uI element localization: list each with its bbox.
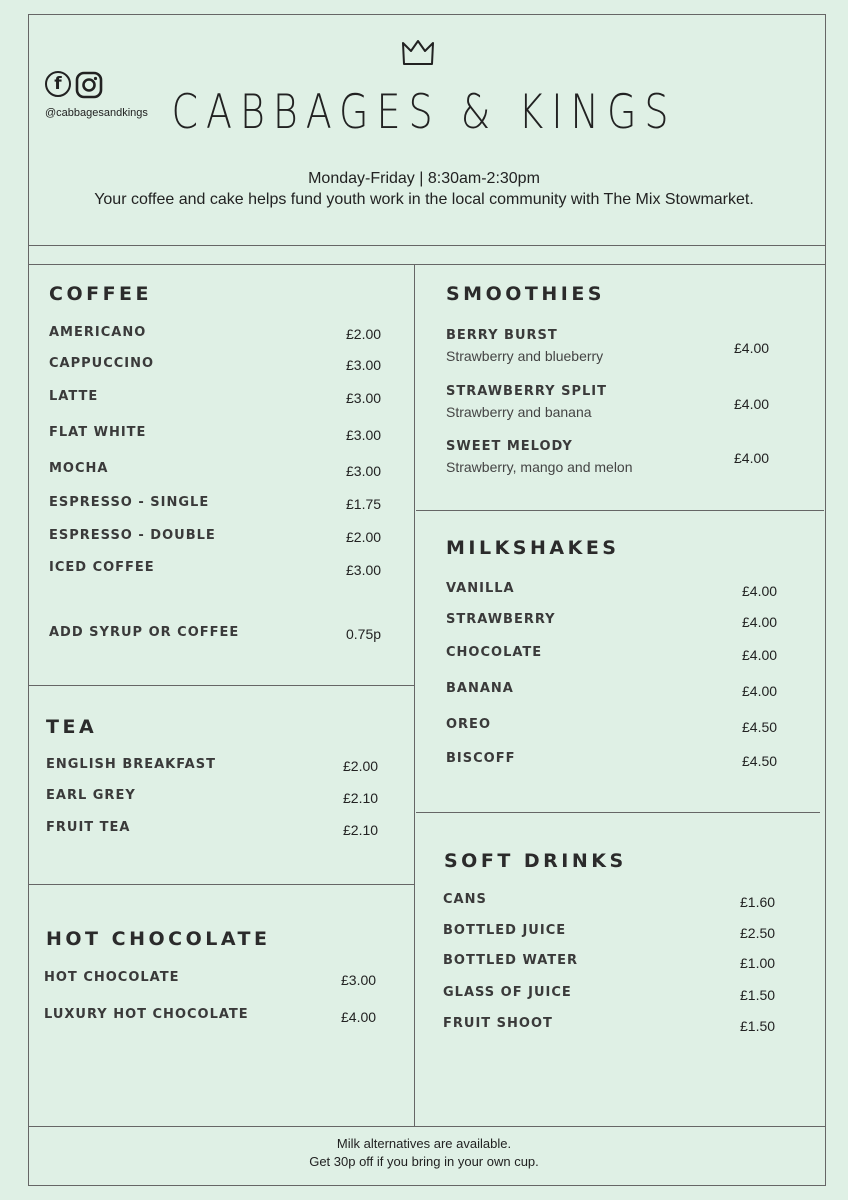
menu-item-name: GLASS OF JUICE <box>443 985 572 1000</box>
brand-name: CABBAGES & KINGS <box>171 84 677 139</box>
menu-item-price: £4.00 <box>734 396 770 412</box>
menu-item-name: ESPRESSO - DOUBLE <box>49 528 216 543</box>
menu-item-price: £1.00 <box>740 955 776 971</box>
tagline: Your coffee and cake helps fund youth work in the local community with The Mix Stowmarket. <box>94 191 754 208</box>
coffee-tea-divider <box>28 685 414 686</box>
header-divider-2 <box>28 264 826 265</box>
menu-item-name: FRUIT TEA <box>46 820 131 835</box>
menu-item-price: £1.50 <box>740 987 776 1003</box>
crown-icon <box>400 38 436 72</box>
menu-item-price: £4.00 <box>742 614 778 630</box>
menu-item-desc: Strawberry and banana <box>446 404 592 420</box>
menu-item-price: £2.00 <box>346 326 382 342</box>
menu-item-name: BOTTLED WATER <box>443 953 579 968</box>
menu-item-price: £1.75 <box>346 496 382 512</box>
menu-item-price: £3.00 <box>346 390 382 406</box>
milkshakes-softdrinks-divider <box>416 812 820 813</box>
column-divider <box>414 264 415 1126</box>
menu-item-name: STRAWBERRY <box>446 612 556 627</box>
tea-hotchoc-divider <box>28 884 414 885</box>
soft-drinks-title: SOFT DRINKS <box>444 850 627 872</box>
menu-item-name: LATTE <box>49 389 99 404</box>
footer-divider <box>28 1126 826 1127</box>
menu-item-price: £4.00 <box>341 1009 377 1025</box>
menu-item-name: OREO <box>446 717 491 732</box>
menu-item-name: HOT CHOCOLATE <box>44 970 180 985</box>
footer-line-1: Milk alternatives are available. <box>336 1136 512 1151</box>
menu-item-price: £2.00 <box>343 758 379 774</box>
menu-item-name: ESPRESSO - SINGLE <box>49 495 210 510</box>
menu-item-price: £3.00 <box>341 972 377 988</box>
menu-item-price: £3.00 <box>346 427 382 443</box>
menu-item-name: ADD SYRUP OR COFFEE <box>49 625 240 640</box>
menu-item-name: BOTTLED JUICE <box>443 923 567 938</box>
tea-title: TEA <box>46 716 98 738</box>
milkshakes-title: MILKSHAKES <box>446 537 620 559</box>
menu-item-name: STRAWBERRY SPLIT <box>446 384 607 399</box>
menu-item-desc: Strawberry and blueberry <box>446 348 604 364</box>
menu-item-price: £4.00 <box>734 340 770 356</box>
menu-item-price: £4.50 <box>742 753 778 769</box>
menu-item-price: £3.00 <box>346 463 382 479</box>
menu-item-price: £2.10 <box>343 822 379 838</box>
menu-item-price: £4.00 <box>734 450 770 466</box>
opening-hours: Monday-Friday | 8:30am-2:30pm <box>308 170 540 187</box>
smoothies-milkshakes-divider <box>416 510 824 511</box>
menu-item-name: AMERICANO <box>49 325 147 340</box>
menu-item-name: SWEET MELODY <box>446 439 573 454</box>
menu-item-name: VANILLA <box>446 581 515 596</box>
smoothies-title: SMOOTHIES <box>446 283 605 305</box>
menu-item-price: £2.50 <box>740 925 776 941</box>
hot-chocolate-title: HOT CHOCOLATE <box>46 928 271 950</box>
menu-item-name: ENGLISH BREAKFAST <box>46 757 216 772</box>
menu-item-price: 0.75p <box>346 626 382 642</box>
menu-item-name: CANS <box>443 892 487 907</box>
menu-item-name: BISCOFF <box>446 751 516 766</box>
menu-item-name: FLAT WHITE <box>49 425 147 440</box>
menu-item-price: £4.00 <box>742 583 778 599</box>
menu-item-price: £3.00 <box>346 357 382 373</box>
menu-item-name: BERRY BURST <box>446 328 558 343</box>
menu-item-name: EARL GREY <box>46 788 136 803</box>
menu-item-price: £2.10 <box>343 790 379 806</box>
menu-item-name: CAPPUCCINO <box>49 356 155 371</box>
menu-item-name: ICED COFFEE <box>49 560 155 575</box>
social-handle: @cabbagesandkings <box>45 107 148 119</box>
menu-item-name: CHOCOLATE <box>446 645 543 660</box>
facebook-icon[interactable]: f <box>45 71 71 97</box>
menu-item-price: £3.00 <box>346 562 382 578</box>
menu-item-price: £1.50 <box>740 1018 776 1034</box>
menu-item-price: £4.00 <box>742 683 778 699</box>
menu-item-price: £4.50 <box>742 719 778 735</box>
menu-item-price: £2.00 <box>346 529 382 545</box>
menu-item-name: LUXURY HOT CHOCOLATE <box>44 1007 249 1022</box>
menu-item-name: MOCHA <box>49 461 109 476</box>
footer-note <box>0 1135 848 1171</box>
menu-item-name: BANANA <box>446 681 514 696</box>
coffee-title: COFFEE <box>49 283 153 305</box>
menu-item-price: £1.60 <box>740 894 776 910</box>
header-divider <box>28 245 826 246</box>
menu-item-desc: Strawberry, mango and melon <box>446 459 633 475</box>
menu-item-name: FRUIT SHOOT <box>443 1016 553 1031</box>
menu-item-price: £4.00 <box>742 647 778 663</box>
footer-line-2: Get 30p off if you bring in your own cup. <box>309 1154 539 1169</box>
header-info <box>0 168 848 210</box>
